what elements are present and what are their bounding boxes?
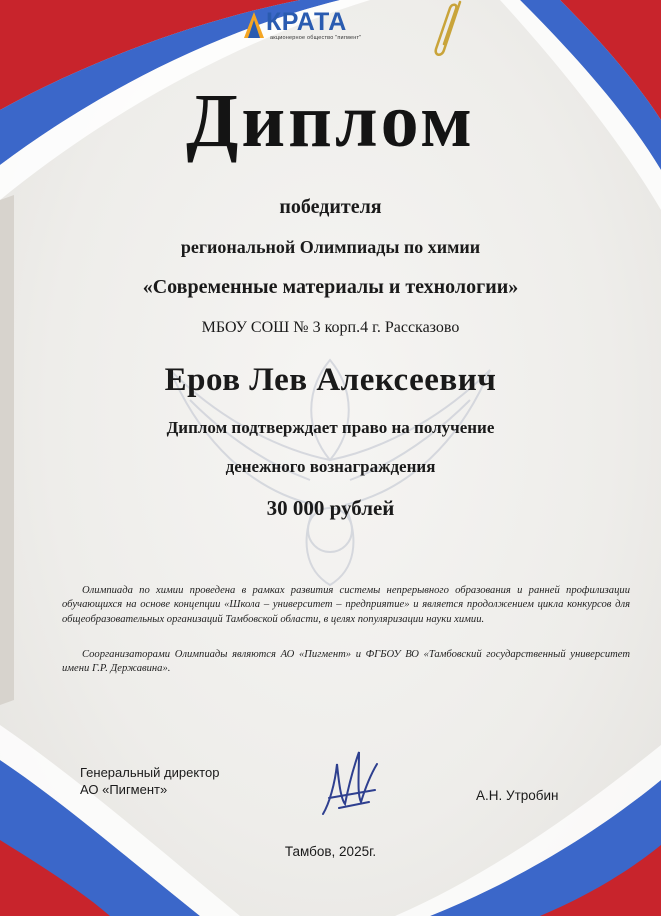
- logo-text: КРАТА: [266, 8, 347, 36]
- reward-amount: 30 000 рублей: [266, 496, 395, 520]
- paperclip-icon: [430, 0, 470, 64]
- confirmation-line: Диплом подтверждает право на получение: [166, 418, 495, 437]
- coorganizers-paragraph: Соорганизаторами Олимпиады являются АО «Пигмент» и ФГБОУ ВО «Тамбовский государственный университет имени Г.Р. Державина».: [62, 649, 630, 675]
- logo-subtitle: акционерное общество "пигмент": [270, 35, 362, 41]
- signatory-name: А.Н. Утробин: [476, 788, 559, 803]
- reward-line: денежного вознаграждения: [225, 457, 436, 476]
- winner-line: победителя: [279, 196, 382, 218]
- description-paragraph: Олимпиада по химии проведена в рамках развития системы непрерывного образования и ранней профилизации обучающихся на основе концепции «Школа – университет – предприятие» и является продолжением цикла конкурсов для общеобразовательных организаций Тамбовской области, в целях популяризации науки химии.: [62, 585, 630, 625]
- signatory-role-line-1: Генеральный директор: [80, 765, 220, 780]
- olympiad-line: региональной Олимпиады по химии: [180, 237, 481, 257]
- school-line: МБОУ СОШ № 3 корп.4 г. Рассказово: [201, 319, 460, 336]
- diploma-title: Диплом: [186, 79, 475, 163]
- place-date: Тамбов, 2025г.: [284, 844, 377, 859]
- recipient-name: Еров Лев Алексеевич: [164, 362, 497, 398]
- logo-mark-icon: [244, 12, 264, 38]
- theme-line: «Современные материалы и технологии»: [142, 276, 519, 298]
- signatory-role-line-2: АО «Пигмент»: [80, 782, 168, 797]
- signatory-role: [80, 764, 219, 798]
- signature-icon: [315, 744, 385, 824]
- company-logo: [244, 8, 394, 44]
